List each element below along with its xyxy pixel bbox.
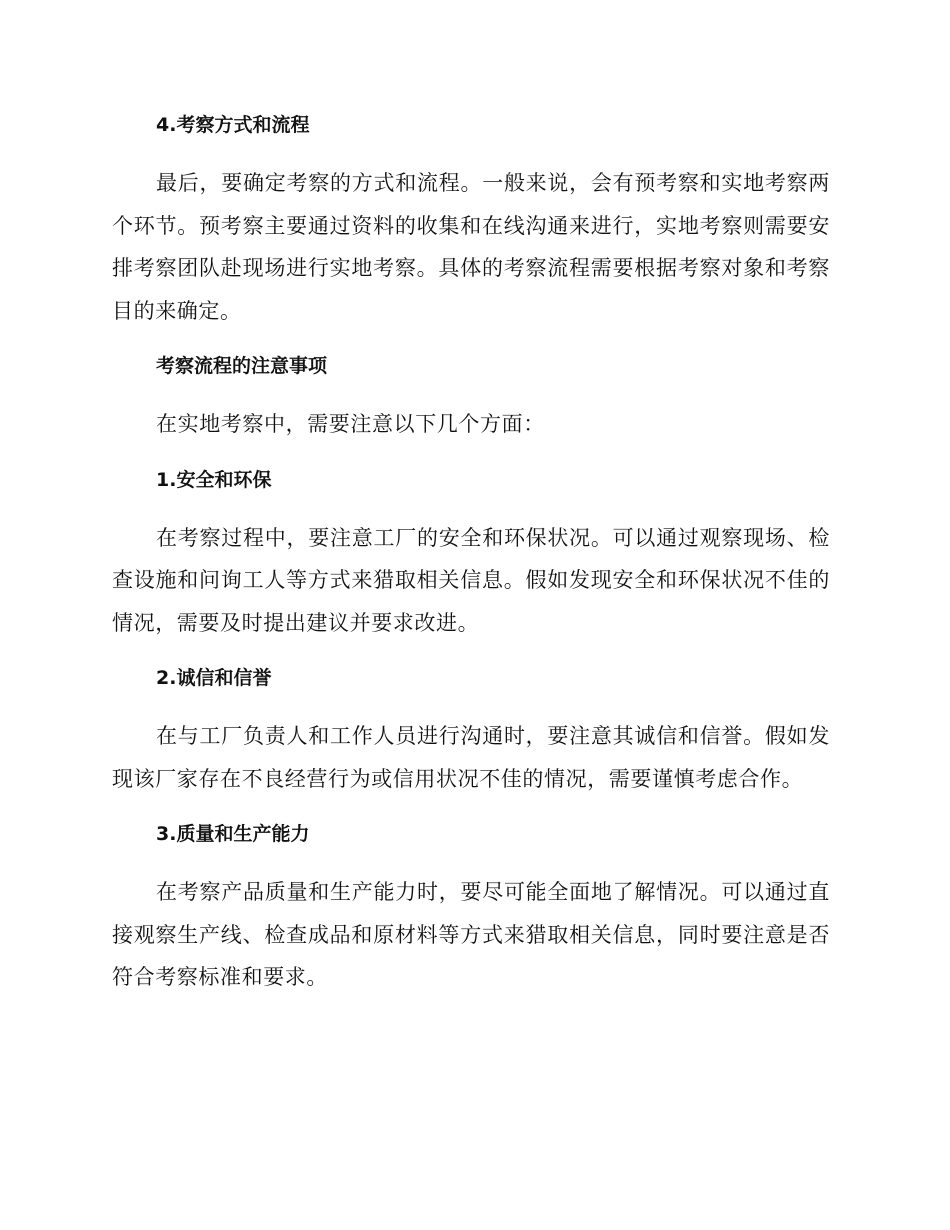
section-heading-inspection-method: 4.考察方式和流程 — [156, 114, 310, 136]
paragraph-safety: 在考察过程中，要注意工厂的安全和环保状况。可以通过观察现场、检查设施和问询工人等方式来猎取相关信息。假如发现安全和环保状况不佳的情况，需要及时提出建议并要求改进。 — [112, 525, 830, 635]
paragraph-integrity: 在与工厂负责人和工作人员进行沟通时，要注意其诚信和信誉。假如发现该厂家存在不良经营行为或信用状况不佳的情况，需要谨慎考虑合作。 — [112, 724, 830, 791]
paragraph-quality: 在考察产品质量和生产能力时，要尽可能全面地了解情况。可以通过直接观察生产线、检查成品和原材料等方式来猎取相关信息，同时要注意是否符合考察标准和要求。 — [112, 880, 830, 989]
paragraph-inspection-method: 最后，要确定考察的方式和流程。一般来说，会有预考察和实地考察两个环节。预考察主要通过资料的收集和在线沟通来进行，实地考察则需要安排考察团队赴现场进行实地考察。具体的考察流程需要根据考察对象和考察目的来确定。 — [112, 171, 830, 323]
paragraph-precautions-intro: 在实地考察中，需要注意以下几个方面： — [156, 412, 545, 436]
document-page — [112, 108, 830, 1016]
section-heading-quality: 3.质量和生产能力 — [156, 823, 310, 845]
section-heading-precautions: 考察流程的注意事项 — [156, 355, 328, 377]
section-heading-integrity: 2.诚信和信誉 — [156, 667, 272, 689]
section-heading-safety: 1.安全和环保 — [156, 468, 272, 491]
